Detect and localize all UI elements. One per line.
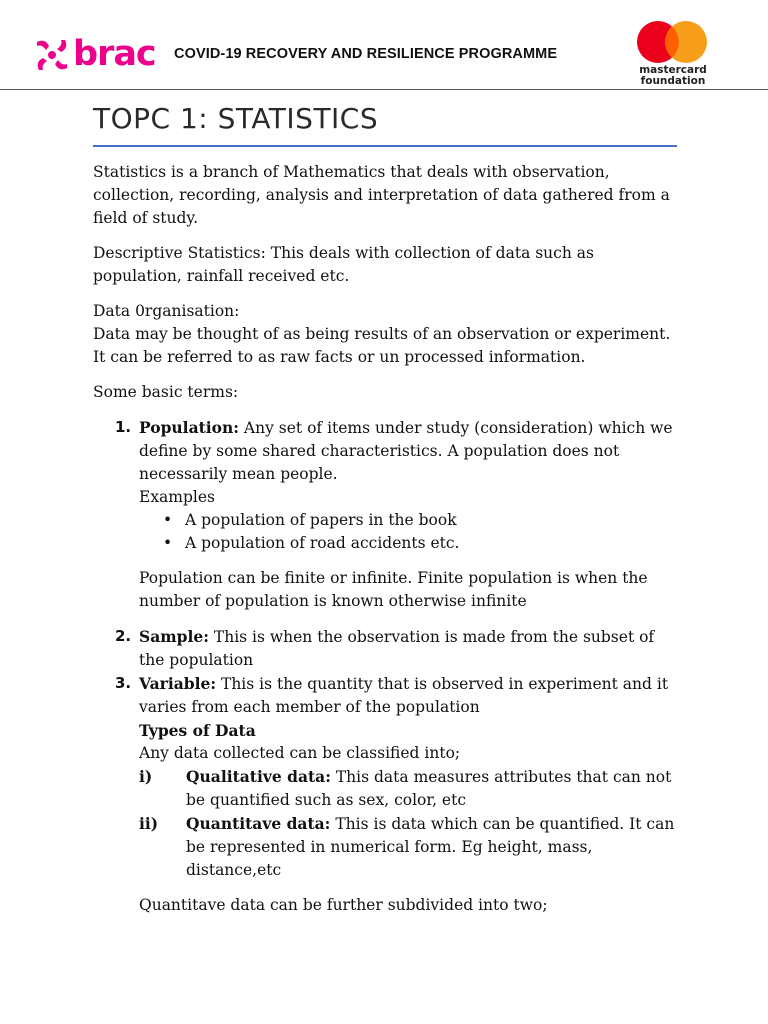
- examples-label: Examples: [139, 488, 216, 506]
- types-intro: Any data collected can be classified into;: [139, 744, 461, 762]
- type-term: Quantitave data:: [186, 814, 331, 833]
- brac-logo: [33, 34, 156, 76]
- term-label: Variable:: [139, 674, 217, 693]
- list-item: [93, 672, 683, 765]
- title-underline: [93, 145, 677, 147]
- descriptive-paragraph: [93, 242, 683, 288]
- header-divider: [0, 89, 768, 90]
- term-label: Population:: [139, 418, 239, 437]
- data-org-heading: Data 0rganisation:: [93, 302, 240, 320]
- roman-number: i): [139, 767, 153, 786]
- roman-number: ii): [139, 814, 159, 833]
- type-term: Qualitative data:: [186, 767, 331, 786]
- bullet-item: [93, 509, 683, 532]
- mastercard-foundation-text: [638, 65, 708, 87]
- descriptive-term: Descriptive Statistics:: [93, 244, 266, 262]
- list-item: [93, 416, 683, 509]
- type-text: This data measures attributes that can not be quantified such as sex, color, etc: [186, 768, 672, 809]
- type-text: This is data which can be quantified. It can be represented in numerical form. Eg height, mass, distance,etc: [186, 815, 675, 879]
- types-heading: Types of Data: [139, 721, 256, 740]
- list-item: [93, 625, 683, 672]
- foundation-line: foundation: [640, 75, 706, 87]
- list-item: [93, 812, 683, 882]
- page-title: TOPC 1: STATISTICS: [93, 102, 379, 135]
- subdivide-text: Quantitave data can be further subdivided into two;: [139, 896, 548, 914]
- population-note: Population can be finite or infinite. Finite population is when the number of population is known otherwise infinite: [139, 569, 648, 610]
- bullet-icon: •: [163, 534, 173, 552]
- term-label: Sample:: [139, 627, 209, 646]
- bullet-icon: •: [163, 511, 173, 529]
- mastercard-line: mastercard: [639, 64, 707, 76]
- descriptive-text: This deals with collection of data such as population, rainfall received etc.: [93, 244, 594, 285]
- term-text: Any set of items under study (consideration) which we define by some shared characteristics. A population does not necessarily mean people.: [139, 419, 673, 483]
- document-body: [93, 161, 683, 917]
- term-text: This is the quantity that is observed in experiment and it varies from each member of the population: [139, 675, 669, 716]
- mastercard-foundation-logo: [636, 20, 716, 90]
- bullet-text: A population of papers in the book: [185, 511, 457, 529]
- data-org-text: Data may be thought of as being results of an observation or experiment. It can be referred to as raw facts or un processed information.: [93, 325, 671, 366]
- term-text: This is when the observation is made from the subset of the population: [139, 628, 655, 669]
- list-item: [93, 765, 683, 812]
- list-number: 2.: [115, 627, 132, 645]
- bullet-item: [93, 532, 683, 555]
- list-number: 1.: [115, 418, 132, 436]
- brac-mark-icon: [33, 36, 71, 74]
- intro-paragraph: Statistics is a branch of Mathematics that deals with observation, collection, recording, analysis and interpretation of data gathered from a field of study.: [93, 163, 670, 227]
- list-number: 3.: [115, 674, 132, 692]
- basic-terms-heading: Some basic terms:: [93, 383, 239, 401]
- page-header: [0, 0, 768, 90]
- mastercard-circles-icon: [636, 20, 712, 66]
- programme-title: COVID-19 RECOVERY AND RESILIENCE PROGRAMME: [174, 46, 558, 62]
- bullet-text: A population of road accidents etc.: [185, 534, 460, 552]
- brac-logo-text: brac: [73, 34, 156, 74]
